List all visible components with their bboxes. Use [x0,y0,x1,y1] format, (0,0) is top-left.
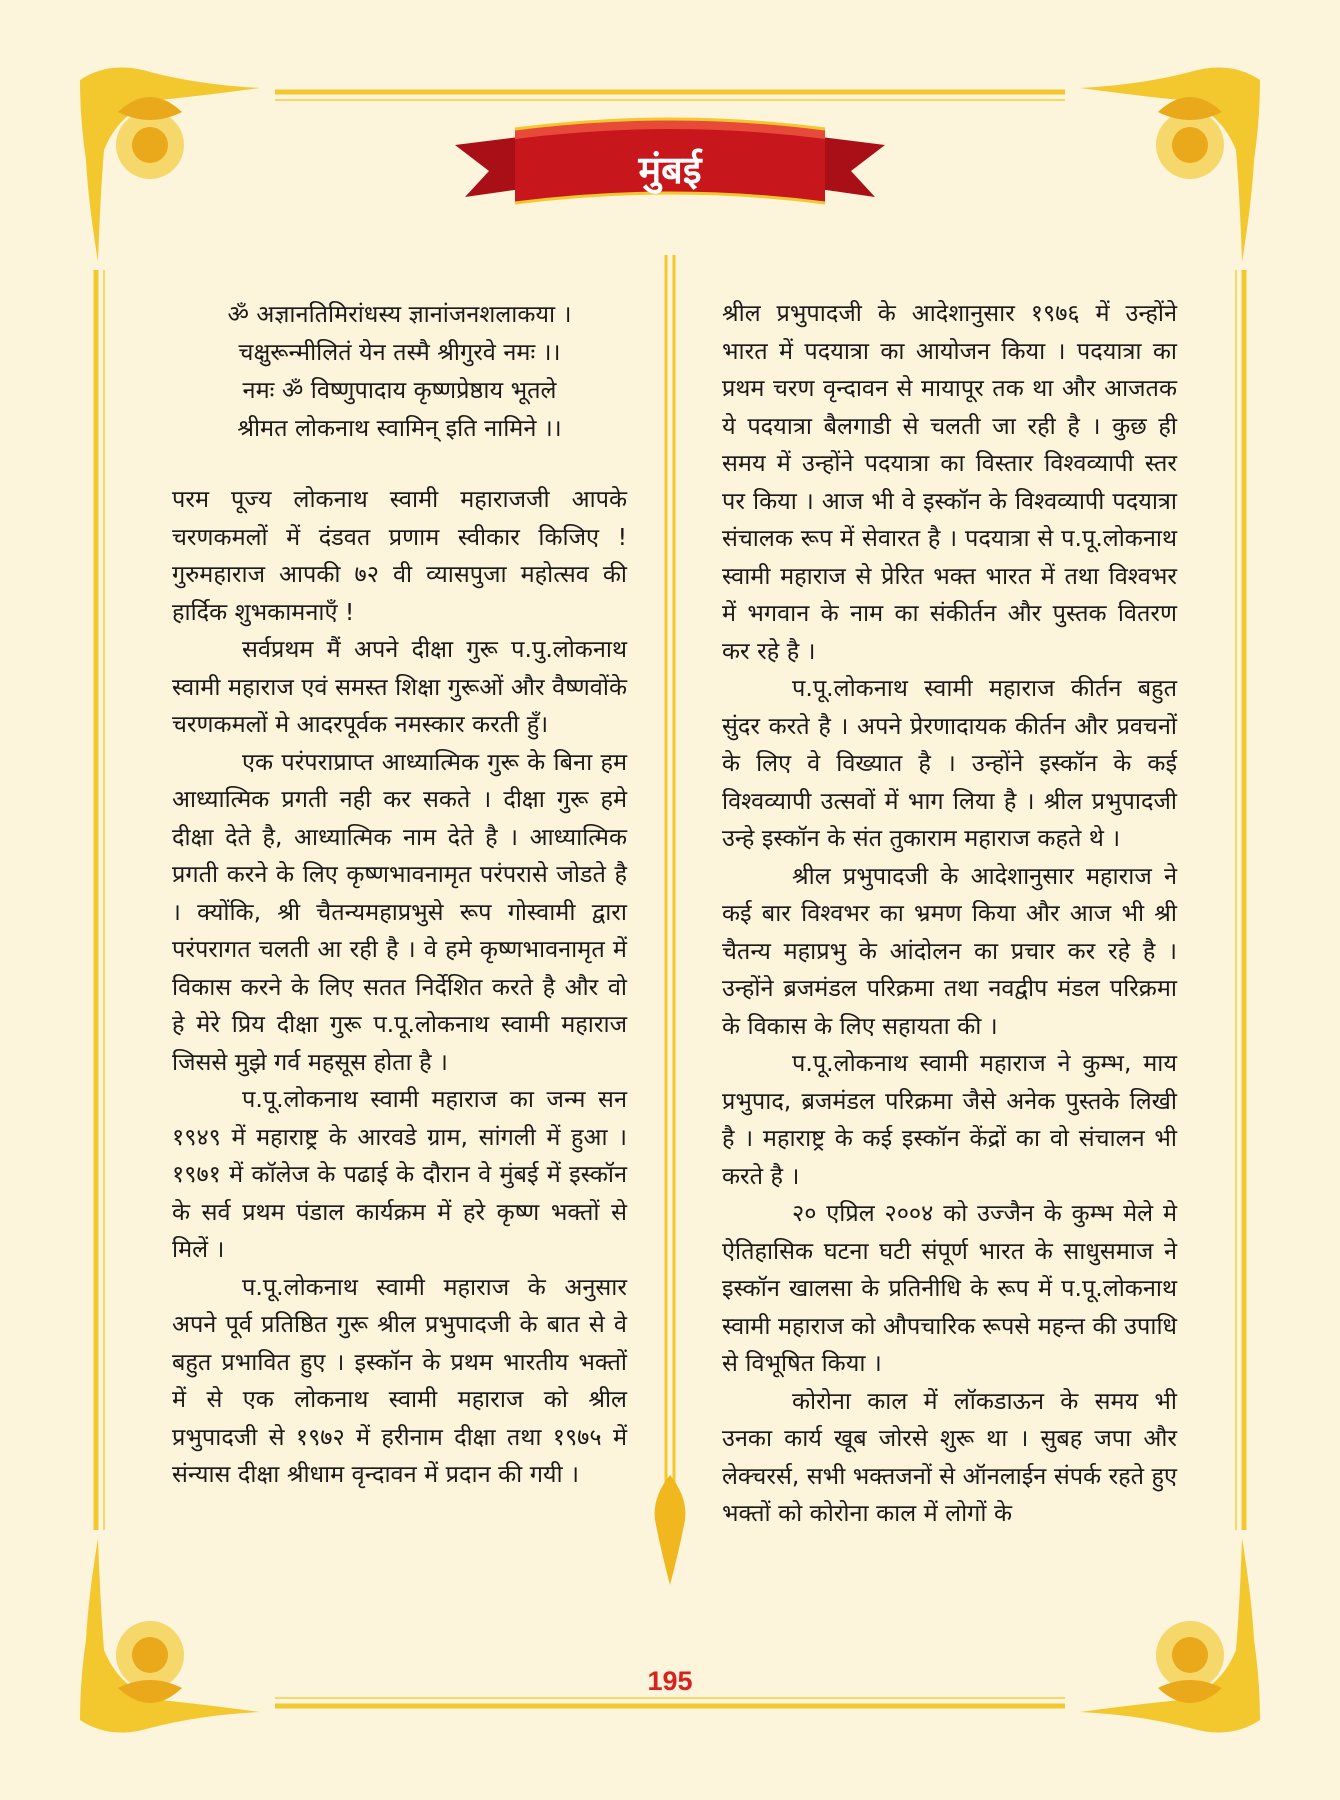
paragraph: प.पू.लोकनाथ स्वामी महाराज के अनुसार अपने पूर्व प्रतिष्ठित गुरू श्रील प्रभुपादजी के बात से वे बहुत प्रभावित हुए । इस्कॉन के प्रथम भारतीय भक्तों में से एक लोकनाथ स्वामी महाराज को श्रील प्रभुपादजी से १९७२ में हरीनाम दीक्षा तथा १९७५ में संन्यास दीक्षा श्रीधाम वृन्दावन में प्रदान की गयी । [172,1272,627,1488]
paragraph: श्रील प्रभुपादजी के आदेशानुसार महाराज ने कई बार विश्वभर का भ्रमण किया और आज भी श्री चैतन्य महाप्रभु के आंदोलन का प्रचार कर रहे है । उन्होंने ब्रजमंडल परिक्रमा तथा नवद्वीप मंडल परिक्रमा के विकास के लिए सहायता की । [722,861,1177,1040]
paragraph: परम पूज्य लोकनाथ स्वामी महाराजजी आपके चरणकमलों में दंडवत प्रणाम स्वीकार किजिए ! गुरुमहाराज आपकी ७२ वी व्यासपुजा महोत्सव की हार्दिक शुभकामनाएँ ! [172,485,627,626]
page-title: मुंबई [638,148,702,192]
paragraph: प.पू.लोकनाथ स्वामी महाराज का जन्म सन १९४९ में महाराष्ट्र के आरवडे ग्राम, सांगली में हुआ । १९७१ में कॉलेज के पढाई के दौरान वे मुंबई में इस्कॉन के सर्व प्रथम पंडाल कार्यक्रम में हरे कृष्ण भक्तों से मिलें । [172,1085,627,1263]
paragraph: प.पू.लोकनाथ स्वामी महाराज ने कुम्भ, माय प्रभुपाद, ब्रजमंडल परिक्रमा जैसे अनेक पुस्तके लिखी है । महाराष्ट्र के कई इस्कॉन केंद्रों का वो संचालन भी करते है । [722,1049,1177,1190]
right-column [722,295,1177,1533]
corner-ornament-top-left [80,68,260,263]
corner-ornament-bottom-left [80,1538,260,1733]
page-number: 195 [647,1666,693,1696]
corner-ornament-top-right [1080,68,1260,263]
sanskrit-verse [172,295,627,447]
corner-ornament-bottom-right [1080,1538,1260,1733]
paragraph: श्रील प्रभुपादजी के आदेशानुसार १९७६ में उन्होंने भारत में पदयात्रा का आयोजन किया । पदयात्रा का प्रथम चरण वृन्दावन से मायापूर तक था और आजतक ये पदयात्रा बैलगाडी से चलती जा रही है । कुछ ही समय में उन्होंने पदयात्रा का विस्तार विश्वव्यापी स्तर पर किया । आज भी वे इस्कॉन के विश्वव्यापी पदयात्रा संचालक रूप में सेवारत है । पदयात्रा से प.पू.लोकनाथ स्वामी महाराज से प्रेरित भक्त भारत में तथा विश्वभर में भगवान के नाम का संकीर्तन और पुस्तक वितरण कर रहे है । [722,299,1177,665]
verse-line: श्रीमत लोकनाथ स्वामिन् इति नामिने ।। [237,414,562,442]
paragraph: कोरोना काल में लॉकडाऊन के समय भी उनका कार्य खूब जोरसे शुरू था । सुबह जपा और लेक्चरर्स, सभी भक्तजनों से ऑनलाईन संपर्क रहते हुए भक्तों को कोरोना काल में लोगों के [722,1386,1177,1527]
verse-line: नमः ॐ विष्णुपादाय कृष्णप्रेष्ठाय भूतले [242,376,557,404]
verse-line: चक्षुरून्मीलितं येन तस्मै श्रीगुरवे नमः ।। [238,338,561,366]
column-divider [640,255,700,1585]
left-column [172,295,627,1494]
verse-line: ॐ अज्ञानतिमिरांधस्य ज्ञानांजनशलाकया । [227,300,572,328]
paragraph: प.पू.लोकनाथ स्वामी महाराज कीर्तन बहुत सुंदर करते है । अपने प्रेरणादायक कीर्तन और प्रवचनों के लिए वे विख्यात है । उन्होंने इस्कॉन के कई विश्वव्यापी उत्सवों में भाग लिया है । श्रील प्रभुपादजी उन्हे इस्कॉन के संत तुकाराम महाराज कहते थे । [722,674,1177,852]
paragraph: एक परंपराप्राप्त आध्यात्मिक गुरू के बिना हम आध्यात्मिक प्रगती नही कर सकते । दीक्षा गुरू हमे दीक्षा देते है, आध्यात्मिक नाम देते है । आध्यात्मिक प्रगती करने के लिए कृष्णभावनामृत परंपरासे जोडते है । क्योंकि, श्री चैतन्यमहाप्रभुसे रूप गोस्वामी द्वारा परंपरागत चलती आ रही है । वे हमे कृष्णभावनामृत में विकास करने के लिए सतत निर्देशित करते है और वो हे मेरे प्रिय दीक्षा गुरू प.पू.लोकनाथ स्वामी महाराज जिससे मुझे गर्व महसूस होता है । [172,747,627,1076]
drop-ornament-icon [655,1475,686,1585]
title-ribbon [455,115,885,225]
paragraph: सर्वप्रथम मैं अपने दीक्षा गुरू प.पु.लोकनाथ स्वामी महाराज एवं समस्त शिक्षा गुरूओं और वैष्णवोंके चरणकमलों मे आदरपूर्वक नमस्कार करती हुँ। [172,635,627,738]
paragraph: २० एप्रिल २००४ को उज्जैन के कुम्भ मेले मे ऐतिहासिक घटना घटी संपूर्ण भारत के साधुसमाज ने इस्कॉन खालसा के प्रतिनीधि के रूप में प.पू.लोकनाथ स्वामी महाराज को औपचारिक रूपसे महन्त की उपाधि से विभूषित किया । [722,1199,1177,1377]
